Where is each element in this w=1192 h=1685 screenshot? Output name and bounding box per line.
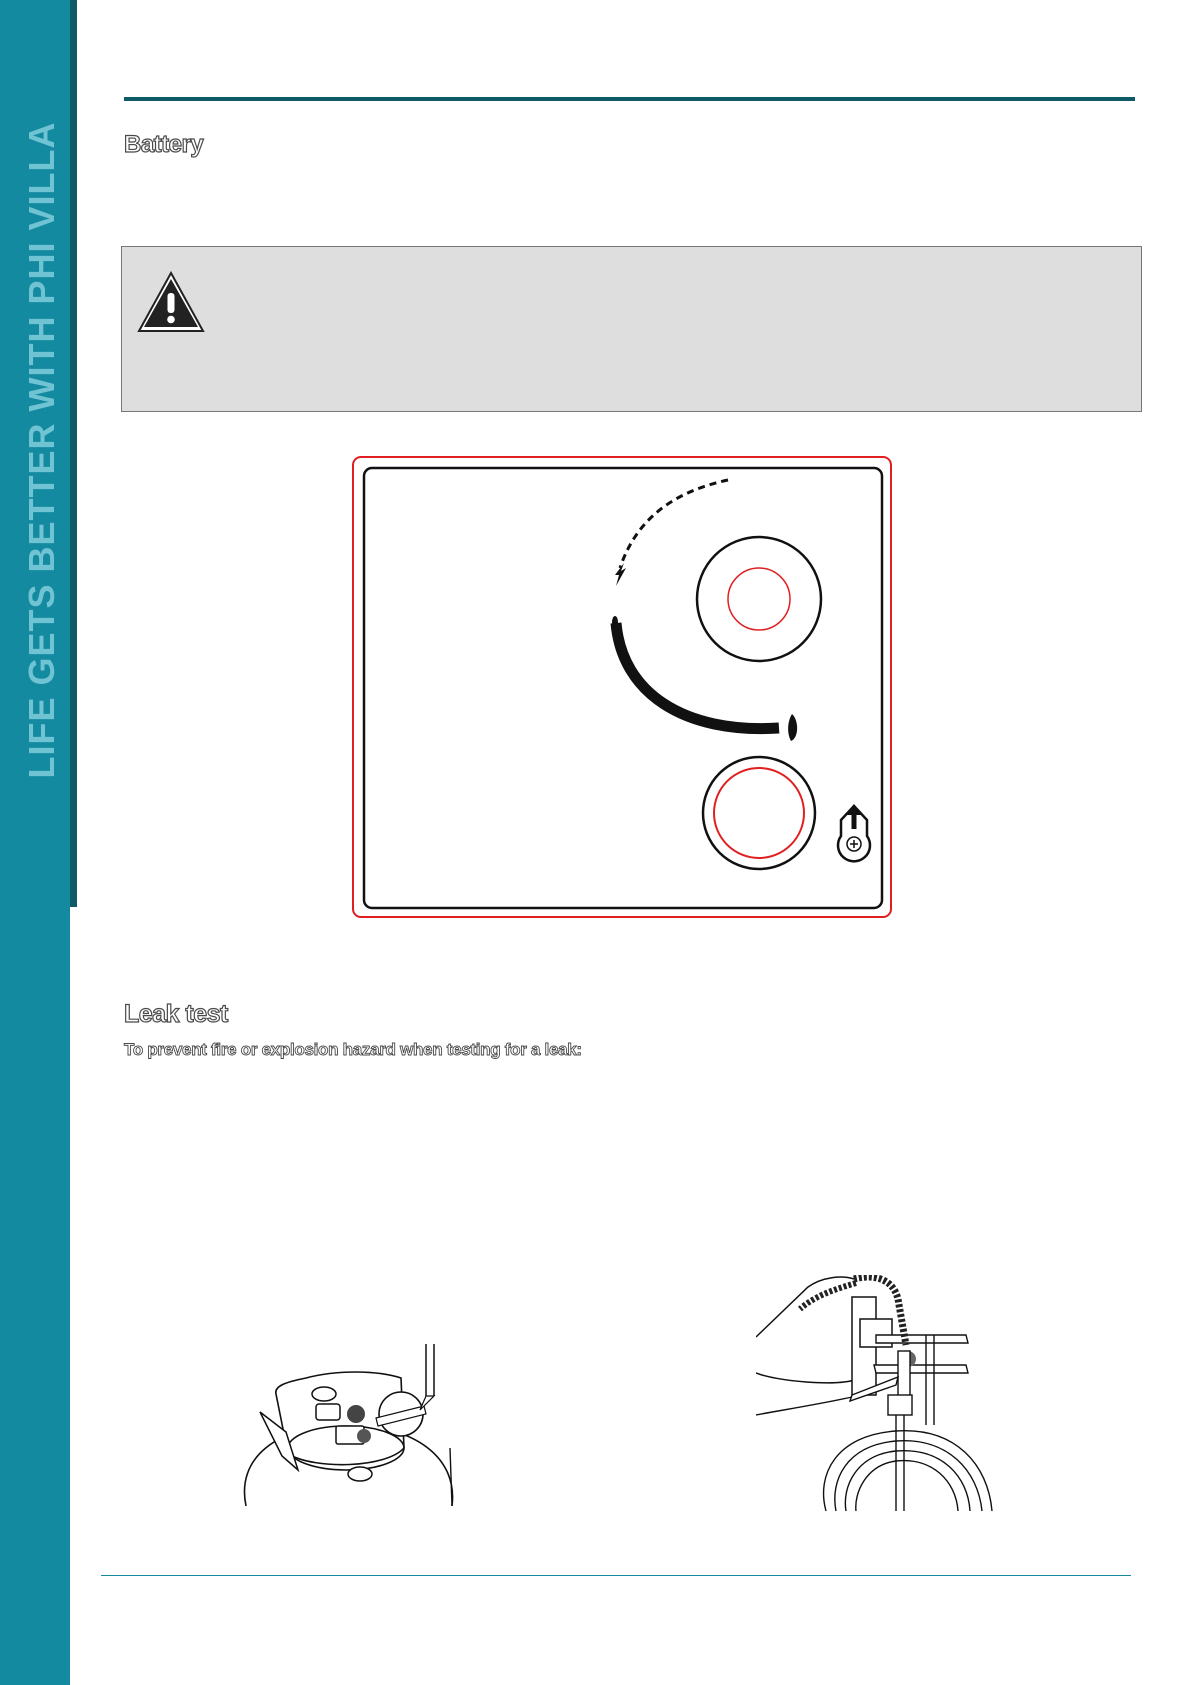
warning-triangle-icon	[137, 271, 205, 333]
ignition-button-icon	[703, 757, 815, 869]
gas-hose-connection-icon	[756, 1275, 1016, 1513]
side-band-shadow	[70, 0, 77, 907]
top-rule	[124, 97, 1135, 101]
bottom-rule	[101, 1575, 1131, 1576]
leak-test-heading: Leak test	[124, 1000, 228, 1028]
sidebar-tagline: LIFE GETS BETTER WITH PHI VILLA	[21, 121, 62, 779]
battery-heading: Battery	[124, 131, 204, 158]
warning-box	[121, 246, 1142, 412]
control-knob-icon	[697, 536, 821, 661]
leak-test-intro: To prevent fire or explosion hazard when testing for a leak:	[124, 1040, 582, 1059]
propane-tank-valve-icon	[236, 1328, 466, 1508]
control-panel-drawing	[354, 458, 894, 920]
control-panel-figure	[352, 456, 892, 918]
